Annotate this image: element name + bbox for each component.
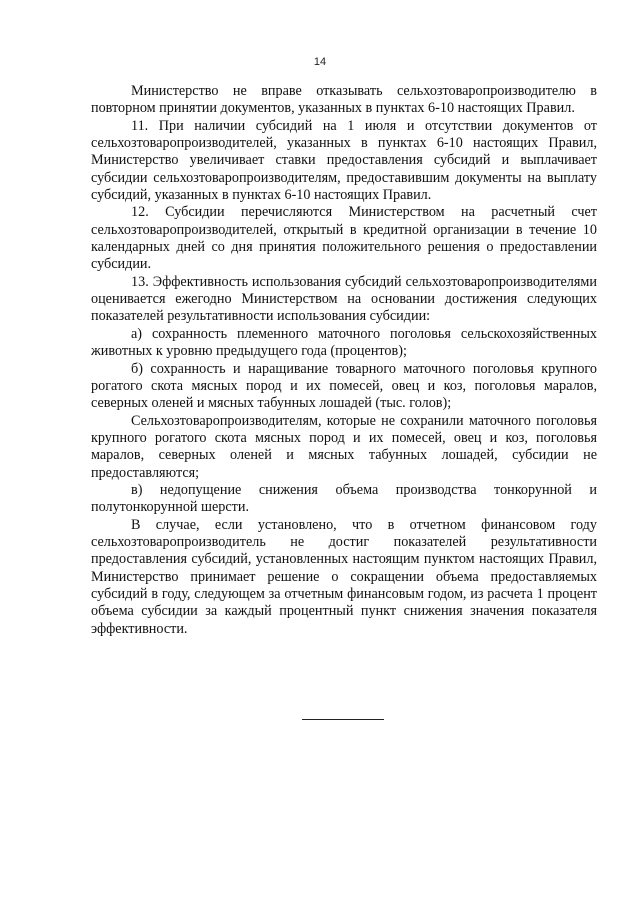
paragraph-13-v: в) недопущение снижения объема производства тонкорунной и полутонкорунной шерсти.	[91, 481, 597, 516]
paragraph-11: 11. При наличии субсидий на 1 июля и отсутствии документов от сельхозтоваропроизводителей, указанных в пунктах 6-10 настоящих Правил, Министерство увеличивает ставки предоставления субсидий и выплачивает субсидии сельхозтоваропроизводителям, предоставившим документы на выплату субсидий, указанных в пунктах 6-10 настоящих Правил.	[91, 117, 597, 204]
document-body	[91, 83, 597, 638]
closing-rule	[302, 719, 384, 720]
paragraph-reduction: В случае, если установлено, что в отчетном финансовом году сельхозтоваропроизводитель не достиг показателей результативности предоставления субсидий, установленных настоящим пунктом настоящих Правил, Министерство принимает решение о сокращении объема предоставляемых субсидий в году, следующем за отчетным финансовым годом, из расчета 1 процент объема субсидии за каждый процентный пункт снижения значения показателя эффективности.	[91, 516, 597, 637]
paragraph-12: 12. Субсидии перечисляются Министерством на расчетный счет сельхозтоваропроизводителей, открытый в кредитной организации в течение 10 календарных дней со дня принятия положительного решения о предоставлении субсидии.	[91, 204, 597, 273]
paragraph-13-b: б) сохранность и наращивание товарного маточного поголовья крупного рогатого скота мясных пород и их помесей, овец и коз, поголовья маралов, северных оленей и мясных табунных лошадей (тыс. голов);	[91, 360, 597, 412]
page-number: 14	[313, 56, 327, 68]
paragraph-13: 13. Эффективность использования субсидий сельхозтоваропроизводителями оценивается ежегодно Министерством на основании достижения следующих показателей результативности использования субсидии:	[91, 273, 597, 325]
paragraph-13-a: а) сохранность племенного маточного поголовья сельскохозяйственных животных к уровню предыдущего года (процентов);	[91, 325, 597, 360]
paragraph-no-subsidy: Сельхозтоваропроизводителям, которые не сохранили маточного поголовья крупного рогатого скота мясных пород и их помесей, овец и коз, поголовья маралов, северных оленей и мясных табунных лошадей, субсидии не предоставляются;	[91, 412, 597, 481]
paragraph-resubmission: Министерство не вправе отказывать сельхозтоваропроизводителю в повторном принятии документов, указанных в пунктах 6-10 настоящих Правил.	[91, 83, 597, 117]
